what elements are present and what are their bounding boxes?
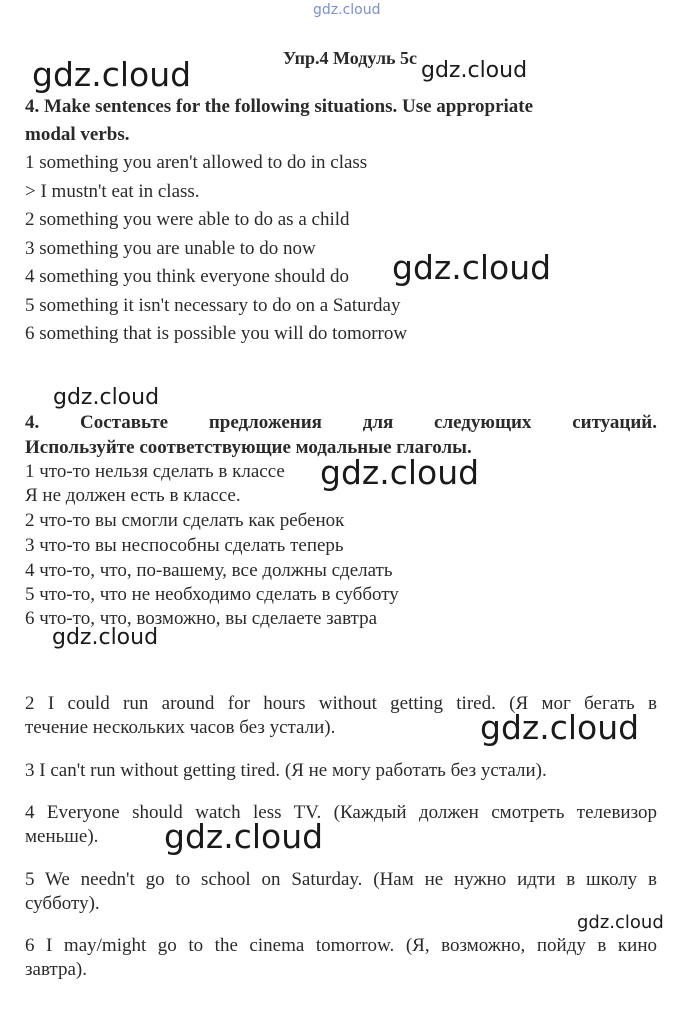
watermark: gdz.cloud	[32, 55, 192, 94]
task-heading-ru: 4. Составьте предложения для следующих ситуаций.	[25, 412, 657, 433]
watermark: gdz.cloud	[320, 453, 480, 492]
task-heading-en-cont: modal verbs.	[25, 124, 130, 145]
task-heading-ru-cont: Используйте соответствующие модальные глаголы.	[25, 437, 472, 458]
task-heading-en: 4. Make sentences for the following situations. Use appropriate	[25, 96, 534, 117]
watermark: gdz.cloud	[164, 817, 324, 856]
watermark: gdz.cloud	[480, 708, 640, 747]
answer-line: субботу).	[25, 893, 100, 914]
watermark: gdz.cloud	[313, 2, 381, 18]
answer-line: завтра).	[25, 959, 87, 980]
watermark: gdz.cloud	[52, 625, 159, 650]
task-item-en: 5 something it isn't necessary to do on a Saturday	[25, 295, 401, 316]
answer-line: течение нескольких часов без устали).	[25, 717, 336, 738]
task-item-ru: Я не должен есть в классе.	[25, 485, 241, 506]
task-item-en: > I mustn't eat in class.	[25, 181, 200, 202]
task-item-ru: 6 что-то, что, возможно, вы сделаете завтра	[25, 608, 378, 629]
task-item-en: 3 something you are unable to do now	[25, 238, 316, 259]
watermark: gdz.cloud	[392, 248, 552, 287]
watermark: gdz.cloud	[421, 58, 528, 83]
answer-line: 2 I could run around for hours without getting tired. (Я мог бегать в	[25, 693, 657, 714]
page-title: Упр.4 Модуль 5c	[282, 48, 418, 68]
task-item-ru: 4 что-то, что, по-вашему, все должны сделать	[25, 560, 393, 581]
task-item-ru: 2 что-то вы смогли сделать как ребенок	[25, 510, 345, 531]
task-item-ru: 5 что-то, что не необходимо сделать в субботу	[25, 584, 399, 605]
answer-line: 6 I may/might go to the cinema tomorrow. (Я, возможно, пойду в кино	[25, 935, 657, 956]
answer-line: 5 We needn't go to school on Saturday. (Нам не нужно идти в школу в	[25, 869, 657, 890]
answer-line: меньше).	[25, 826, 99, 847]
watermark: gdz.cloud	[53, 385, 160, 410]
answer-line: 3 I can't run without getting tired. (Я не могу работать без устали).	[25, 760, 547, 781]
task-item-en: 6 something that is possible you will do tomorrow	[25, 323, 408, 344]
task-item-ru: 3 что-то вы неспособны сделать теперь	[25, 535, 344, 556]
task-item-ru: 1 что-то нельзя сделать в классе	[25, 461, 285, 482]
answer-line: 4 Everyone should watch less TV. (Каждый должен смотреть телевизор	[25, 802, 657, 823]
task-item-en: 1 something you aren't allowed to do in class	[25, 152, 368, 173]
task-item-en: 4 something you think everyone should do	[25, 266, 350, 287]
task-item-en: 2 something you were able to do as a child	[25, 209, 350, 230]
watermark: gdz.cloud	[577, 912, 664, 933]
